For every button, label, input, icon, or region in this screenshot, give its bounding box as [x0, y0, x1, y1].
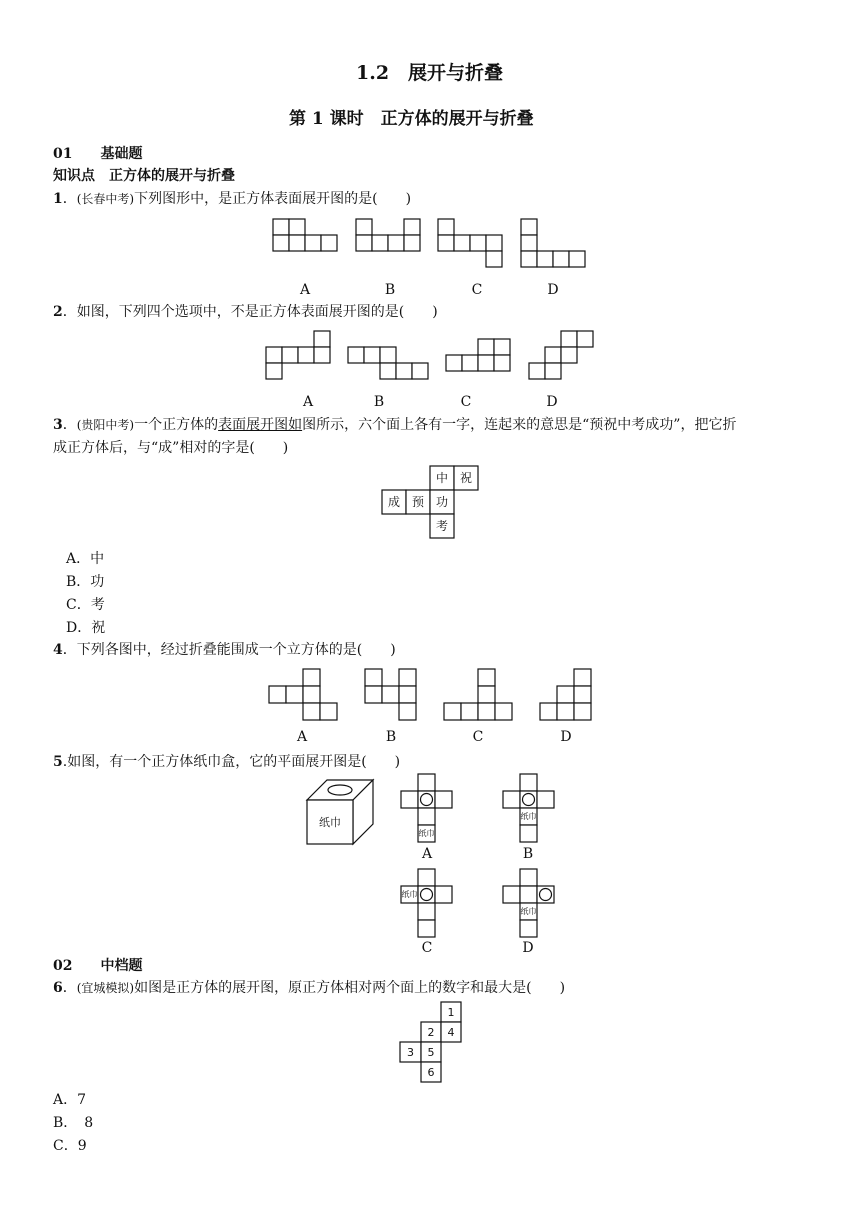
q6-number: 6	[53, 980, 63, 996]
q3-text-b: 图所示，六个面上各有一字，连起来的意思是“预祝中考成功”，把它折	[302, 417, 737, 433]
q5-label-c: C	[421, 940, 433, 956]
q3-option-a[interactable]: A．中	[66, 551, 105, 567]
q4-stem: 4．下列各图中，经过折叠能围成一个立方体的是( )	[53, 642, 396, 658]
q4-label-d: D	[560, 729, 572, 745]
q1-stem: 1．(长春中考)下列图形中，是正方体表面展开图的是( )	[53, 191, 412, 207]
q1-label-a: A	[299, 282, 311, 298]
q5-text: 如图，有一个正方体纸巾盒，它的平面展开图是( )	[67, 754, 401, 770]
part1-title: 基础题	[100, 146, 143, 162]
q5-label-b: B	[522, 846, 534, 862]
q4-label-b: B	[385, 729, 397, 745]
q3-source: (贵阳中考)	[76, 418, 135, 432]
q6-cell-1: 1	[447, 1006, 455, 1019]
q3-cell-cheng: 成	[387, 495, 401, 509]
knowledge-point: 知识点 正方体的展开与折叠	[53, 168, 235, 184]
q1-label-d: D	[547, 282, 559, 298]
q2-label-d: D	[546, 394, 558, 410]
q3-cell-zhu: 祝	[459, 471, 473, 485]
q5-stem: 5.如图，有一个正方体纸巾盒，它的平面展开图是( )	[53, 754, 401, 770]
q6-option-b[interactable]: B． 8	[53, 1115, 94, 1131]
q2-number: 2	[53, 304, 63, 320]
q6-cell-6: 6	[427, 1066, 435, 1079]
q3-text-a: 一个正方体的	[134, 417, 219, 433]
q3-option-b[interactable]: B．功	[66, 574, 105, 590]
q1-label-b: B	[384, 282, 396, 298]
q5-label-a: A	[421, 846, 433, 862]
q6-cell-4: 4	[447, 1026, 455, 1039]
q5-net-d-label: 纸巾	[520, 907, 537, 916]
q4-number: 4	[53, 642, 63, 658]
q1-text: 下列图形中，是正方体表面展开图的是( )	[134, 191, 412, 207]
q5-number: 5	[53, 754, 63, 770]
q3-cell-kao: 考	[435, 519, 449, 533]
q4-label-c: C	[472, 729, 484, 745]
q1-source: (长春中考)	[76, 192, 135, 206]
q3-text-underlined: 表面展开图如	[218, 417, 303, 433]
q5-net-a-label: 纸巾	[418, 829, 435, 838]
q2-label-c: C	[460, 394, 472, 410]
q3-stem-line1: 3．(贵阳中考)一个正方体的表面展开图如图所示，六个面上各有一字，连起来的意思是“预祝中考成功”，把它折	[53, 417, 737, 433]
q6-stem: 6．(宜城模拟)如图是正方体的展开图，原正方体相对两个面上的数字和最大是( )	[53, 980, 566, 996]
q3-stem-line2: 成正方体后，与“成”相对的字是( )	[53, 440, 289, 456]
q6-cell-2: 2	[427, 1026, 435, 1039]
q6-option-c[interactable]: C．9	[53, 1138, 87, 1154]
q3-option-c[interactable]: C．考	[66, 597, 105, 613]
q5-label-d: D	[522, 940, 534, 956]
part1-number: 01	[53, 146, 73, 162]
q3-cell-gong: 功	[435, 495, 449, 509]
q2-label-b: B	[373, 394, 385, 410]
q5-box-label: 纸巾	[319, 816, 341, 829]
section-title: 1.2 展开与折叠	[356, 62, 504, 84]
q1-label-c: C	[471, 282, 483, 298]
q3-number: 3	[53, 417, 63, 433]
q4-text: 下列各图中，经过折叠能围成一个立方体的是( )	[76, 642, 396, 658]
q6-option-a[interactable]: A．7	[53, 1092, 87, 1108]
q5-net-c-label: 纸巾	[401, 890, 418, 899]
lesson-title: 第 1 课时 正方体的展开与折叠	[289, 109, 534, 129]
q2-text: 如图，下列四个选项中，不是正方体表面展开图的是( )	[76, 304, 438, 320]
q2-label-a: A	[302, 394, 314, 410]
q6-cell-3: 3	[407, 1046, 414, 1059]
q1-number: 1	[53, 191, 63, 207]
q4-label-a: A	[296, 729, 308, 745]
q2-stem: 2．如图，下列四个选项中，不是正方体表面展开图的是( )	[53, 304, 438, 320]
q3-cell-zhong: 中	[435, 471, 449, 485]
q5-net-b-label: 纸巾	[520, 812, 537, 821]
q6-source: (宜城模拟)	[76, 981, 135, 995]
q6-cell-5: 5	[427, 1046, 435, 1059]
q3-option-d[interactable]: D．祝	[66, 620, 106, 636]
part2-number: 02	[53, 958, 73, 974]
part2-title: 中档题	[100, 958, 143, 974]
q6-text: 如图是正方体的展开图，原正方体相对两个面上的数字和最大是( )	[134, 980, 566, 996]
q3-cell-yu: 预	[411, 495, 425, 509]
